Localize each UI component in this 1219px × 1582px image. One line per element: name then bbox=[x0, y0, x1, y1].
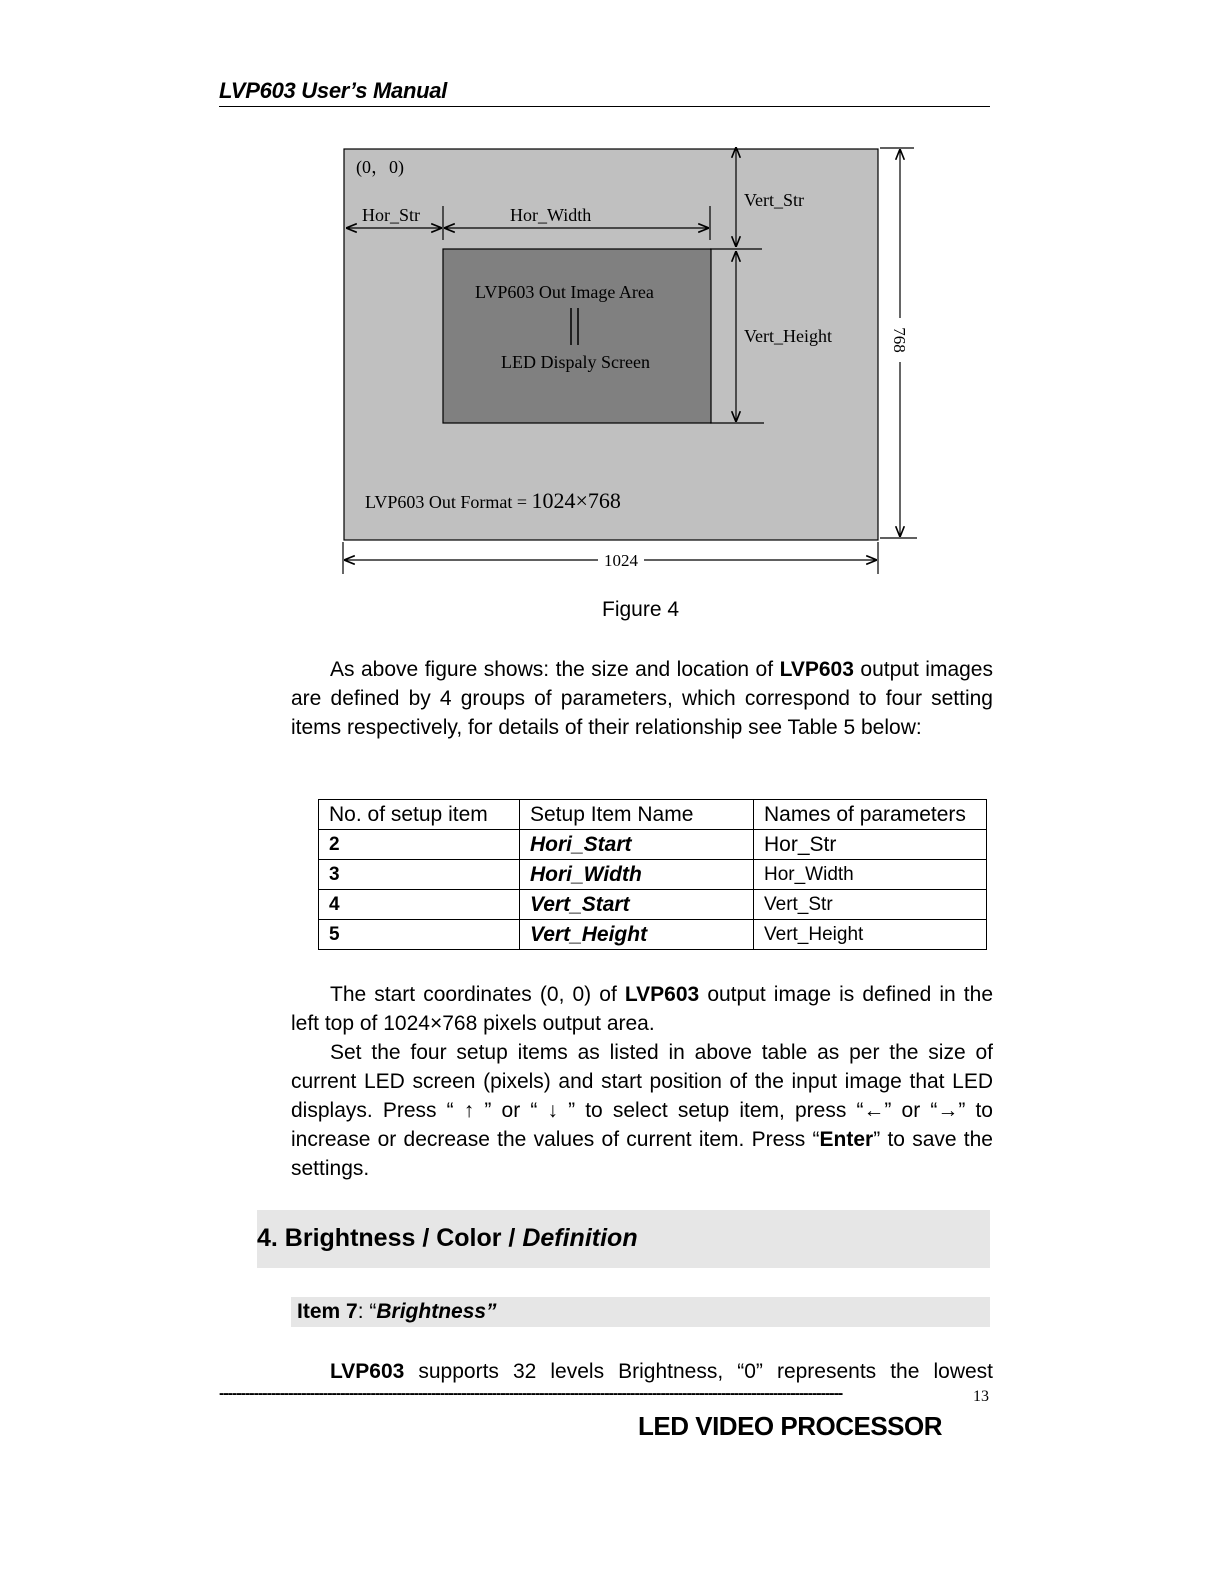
brand-lvp603: LVP603 bbox=[330, 1360, 405, 1383]
image-area-label: LVP603 Out Image Area bbox=[475, 282, 654, 302]
footer-brand: LED VIDEO PROCESSOR bbox=[638, 1411, 942, 1441]
table-header-cell: Names of parameters bbox=[754, 800, 987, 830]
paragraph-parameters-intro: As above figure shows: the size and location of LVP603 output images are defined by 4 groups of parameters, which correspond to four setting items respectively, for details of their relationship see Table 5 below: bbox=[291, 658, 993, 739]
vert-height-label: Vert_Height bbox=[744, 326, 832, 346]
table-header-row bbox=[319, 800, 987, 830]
height-dimension-label: 768 bbox=[890, 327, 909, 353]
hor-width-label: Hor_Width bbox=[510, 205, 592, 225]
out-format-prefix: LVP603 Out Format = bbox=[365, 492, 532, 512]
table-header-cell: Setup Item Name bbox=[520, 800, 754, 830]
setup-item-number: 5 bbox=[319, 920, 520, 950]
setup-item-name: Hori_Width bbox=[520, 860, 754, 890]
table-row bbox=[319, 890, 987, 920]
out-format-label bbox=[365, 488, 621, 513]
brand-lvp603: LVP603 bbox=[624, 983, 700, 1006]
width-dimension-label: 1024 bbox=[604, 551, 638, 570]
image-area-rect bbox=[443, 249, 711, 423]
paragraph-brightness: LVP603 supports 32 levels Brightness, “0” represents the lowest bbox=[330, 1360, 993, 1383]
header-title: LVP603 User’s Manual bbox=[219, 78, 447, 103]
paragraph-setup-instructions: Set the four setup items as listed in above table as per the size of current LED screen (pixels) and start position of the input image that LED displays. Press “ ↑ ” or “ ↓ ” to select setup item, press “←” or “→” to increase or decrease the values of current item. Press “Enter” to save the settings. bbox=[291, 1041, 993, 1180]
out-format-value: 1024×768 bbox=[531, 488, 621, 513]
origin-label: (0，0) bbox=[356, 157, 404, 177]
setup-item-name: Vert_Height bbox=[520, 920, 754, 950]
header-rule bbox=[219, 106, 990, 107]
page-number: 13 bbox=[973, 1388, 989, 1405]
setup-item-number: 4 bbox=[319, 890, 520, 920]
table-header-cell: No. of setup item bbox=[319, 800, 520, 830]
parameter-name: Vert_Str bbox=[754, 890, 987, 920]
parameter-name: Hor_Width bbox=[754, 860, 987, 890]
setup-item-name: Hori_Start bbox=[520, 830, 754, 860]
hor-str-label: Hor_Str bbox=[362, 205, 420, 225]
table-row bbox=[319, 830, 987, 860]
paragraph-start-coordinates: The start coordinates (0, 0) of LVP603 output image is defined in the left top of 1024×768 pixels output area. Set the four setup items as listed in above table as per the size of current LED screen (pixels) and start position of the input image that LED displays. Press “ ↑ ” or “ ↓ ” to select setup item, press “←” or “→” to increase or decrease the values of current item. Press “Enter” to save the settings. bbox=[291, 980, 993, 1183]
section-heading: 4. Brightness / Color / Definition bbox=[257, 1224, 638, 1252]
footer-dash-rule: ------------------------------------------------------------------------------------------------------------------------------------------------ bbox=[219, 1387, 843, 1401]
brand-lvp603: LVP603 bbox=[779, 658, 854, 681]
vert-str-label: Vert_Str bbox=[744, 190, 804, 210]
setup-item-number: 3 bbox=[319, 860, 520, 890]
parameter-name: Vert_Height bbox=[754, 920, 987, 950]
figure-diagram bbox=[330, 140, 930, 580]
table-row bbox=[319, 860, 987, 890]
item-heading: Item 7: “Brightness” bbox=[297, 1300, 497, 1323]
parameter-name: Hor_Str bbox=[754, 830, 987, 860]
setup-item-name: Vert_Start bbox=[520, 890, 754, 920]
parameter-table bbox=[318, 799, 987, 950]
figure-caption: Figure 4 bbox=[602, 598, 680, 621]
enter-key-label: Enter bbox=[819, 1128, 874, 1151]
led-screen-label: LED Dispaly Screen bbox=[501, 352, 650, 372]
table-row bbox=[319, 920, 987, 950]
setup-item-number: 2 bbox=[319, 830, 520, 860]
